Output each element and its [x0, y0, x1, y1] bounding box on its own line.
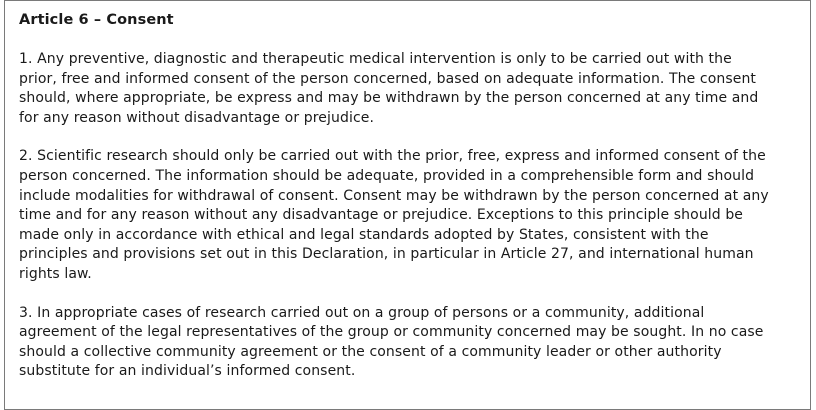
paragraph-line: principles and provisions set out in this Declaration, in particular in Article 27, and international human [19, 246, 754, 263]
paragraph-line: include modalities for withdrawal of consent. Consent may be withdrawn by the person concerned at any [19, 187, 769, 204]
paragraph-line: made only in accordance with ethical and legal standards adopted by States, consistent with the [19, 226, 709, 243]
article-content [19, 10, 804, 401]
paragraph-line: should, where appropriate, be express and may be withdrawn by the person concerned at any time and [19, 90, 759, 107]
paragraph-line: substitute for an individual’s informed consent. [19, 363, 356, 380]
paragraph-line: 2. Scientific research should only be carried out with the prior, free, express and informed consent of the [19, 148, 766, 165]
paragraph-line: rights law. [19, 265, 92, 282]
paragraph-line: for any reason without disadvantage or prejudice. [19, 109, 375, 126]
paragraph-line: prior, free and informed consent of the person concerned, based on adequate information. The consent [19, 70, 757, 87]
paragraph-2 [19, 147, 804, 284]
article-title: Article 6 – Consent [19, 12, 174, 28]
paragraph-line: 1. Any preventive, diagnostic and therapeutic medical intervention is only to be carried out with the [19, 51, 732, 67]
document-frame [4, 0, 811, 410]
paragraph-line: agreement of the legal representatives of the group or community concerned may be sought. In no case [19, 324, 764, 341]
paragraph-3 [19, 304, 804, 382]
paragraph-line: time and for any reason without any disadvantage or prejudice. Exceptions to this principle should be [19, 207, 744, 224]
paragraph-line: should a collective community agreement or the consent of a community leader or other authority [19, 343, 722, 360]
paragraph-line: person concerned. The information should be adequate, provided in a comprehensible form and should [19, 167, 755, 184]
paragraph-line: 3. In appropriate cases of research carried out on a group of persons or a community, additional [19, 304, 705, 321]
paragraph-1 [19, 50, 804, 128]
